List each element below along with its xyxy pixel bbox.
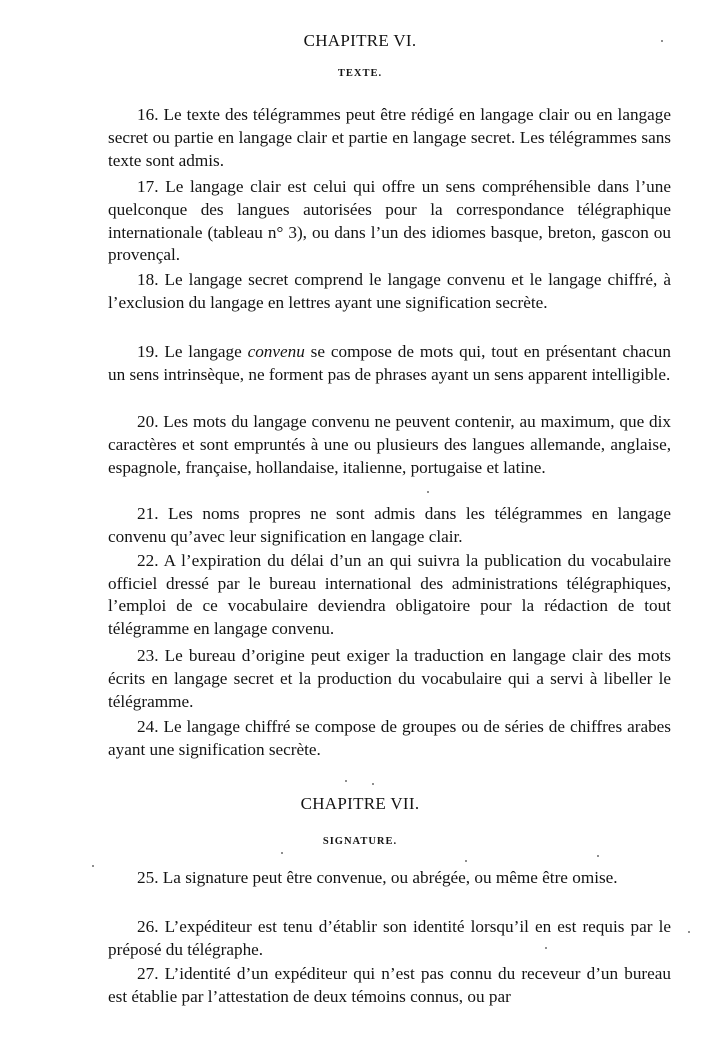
scan-speck [92,865,94,867]
scan-speck [427,491,429,493]
emphasis-convenu: convenu [247,342,305,361]
scan-speck [345,780,347,782]
paragraph-20: 20. Les mots du langage convenu ne peuvent contenir, au maximum, que dix caractères et sont empruntés à une ou plusieurs des langues allemande, anglaise, espagnole, française, hollandaise, italienne, portugaise et latine. [108,412,671,477]
paragraph-25: 25. La signature peut être convenue, ou abrégée, ou même être omise. [137,868,618,887]
scan-speck [281,852,283,854]
paragraph-22: 22. A l’expiration du délai d’un an qui suivra la publication du vocabulaire officiel dressé par le bureau international des administrations télégraphiques, l’emploi de ce vocabulaire deviendra obligatoire pour la rédaction de tout télégramme en langage convenu. [108,551,671,638]
paragraph-27: 27. L’identité d’un expéditeur qui n’est pas connu du receveur d’un bureau est établie par l’attestation de deux témoins connus, ou par [108,964,671,1006]
chapter-title: CHAPITRE VII. [300,794,420,813]
paragraph-24: 24. Le langage chiffré se compose de groupes ou de séries de chiffres arabes ayant une signification secrète. [108,717,671,759]
paragraph-26: 26. L’expéditeur est tenu d’établir son identité lorsqu’il en est requis par le préposé du télégraphe. [108,917,671,959]
scan-speck [465,860,467,862]
paragraph-21: 21. Les noms propres ne sont admis dans les télégrammes en langage convenu qu’avec leur signification en langage clair. [108,504,671,546]
paragraph-17: 17. Le langage clair est celui qui offre un sens compréhensible dans l’une quelconque des langues autorisées pour la correspondance télégraphique internationale (tableau n° 3), ou dans l’un des idiomes basque, breton, gascon ou provençal. [108,177,671,265]
paragraph-16: 16. Le texte des télégrammes peut être rédigé en langage clair ou en langage secret ou partie en langage clair et partie en langage secret. Les télégrammes sans texte sont admis. [108,105,671,170]
section-title: TEXTE. [337,68,383,79]
section-title: SIGNATURE. [322,836,398,847]
scan-speck [545,947,547,949]
chapter-title: CHAPITRE VI. [303,31,417,50]
paragraph-19 [108,341,671,387]
scan-speck [372,783,374,785]
paragraph-19-end: se compose de mots qui, tout en présentant chacun un sens intrinsèque, ne forment pas de phrases ayant un sens apparent intelligible. [108,342,671,384]
paragraph-18: 18. Le langage secret comprend le langage convenu et le langage chiffré, à l’exclusion du langage en lettres ayant une signification secrète. [108,270,671,312]
paragraph-19-start: 19. Le langage [137,342,248,361]
scan-speck [661,40,663,42]
scan-speck [688,931,690,933]
scan-speck [597,855,599,857]
paragraph-23: 23. Le bureau d’origine peut exiger la traduction en langage clair des mots écrits en langage secret et la production du vocabulaire qui a servi à libeller le télégramme. [108,646,671,711]
